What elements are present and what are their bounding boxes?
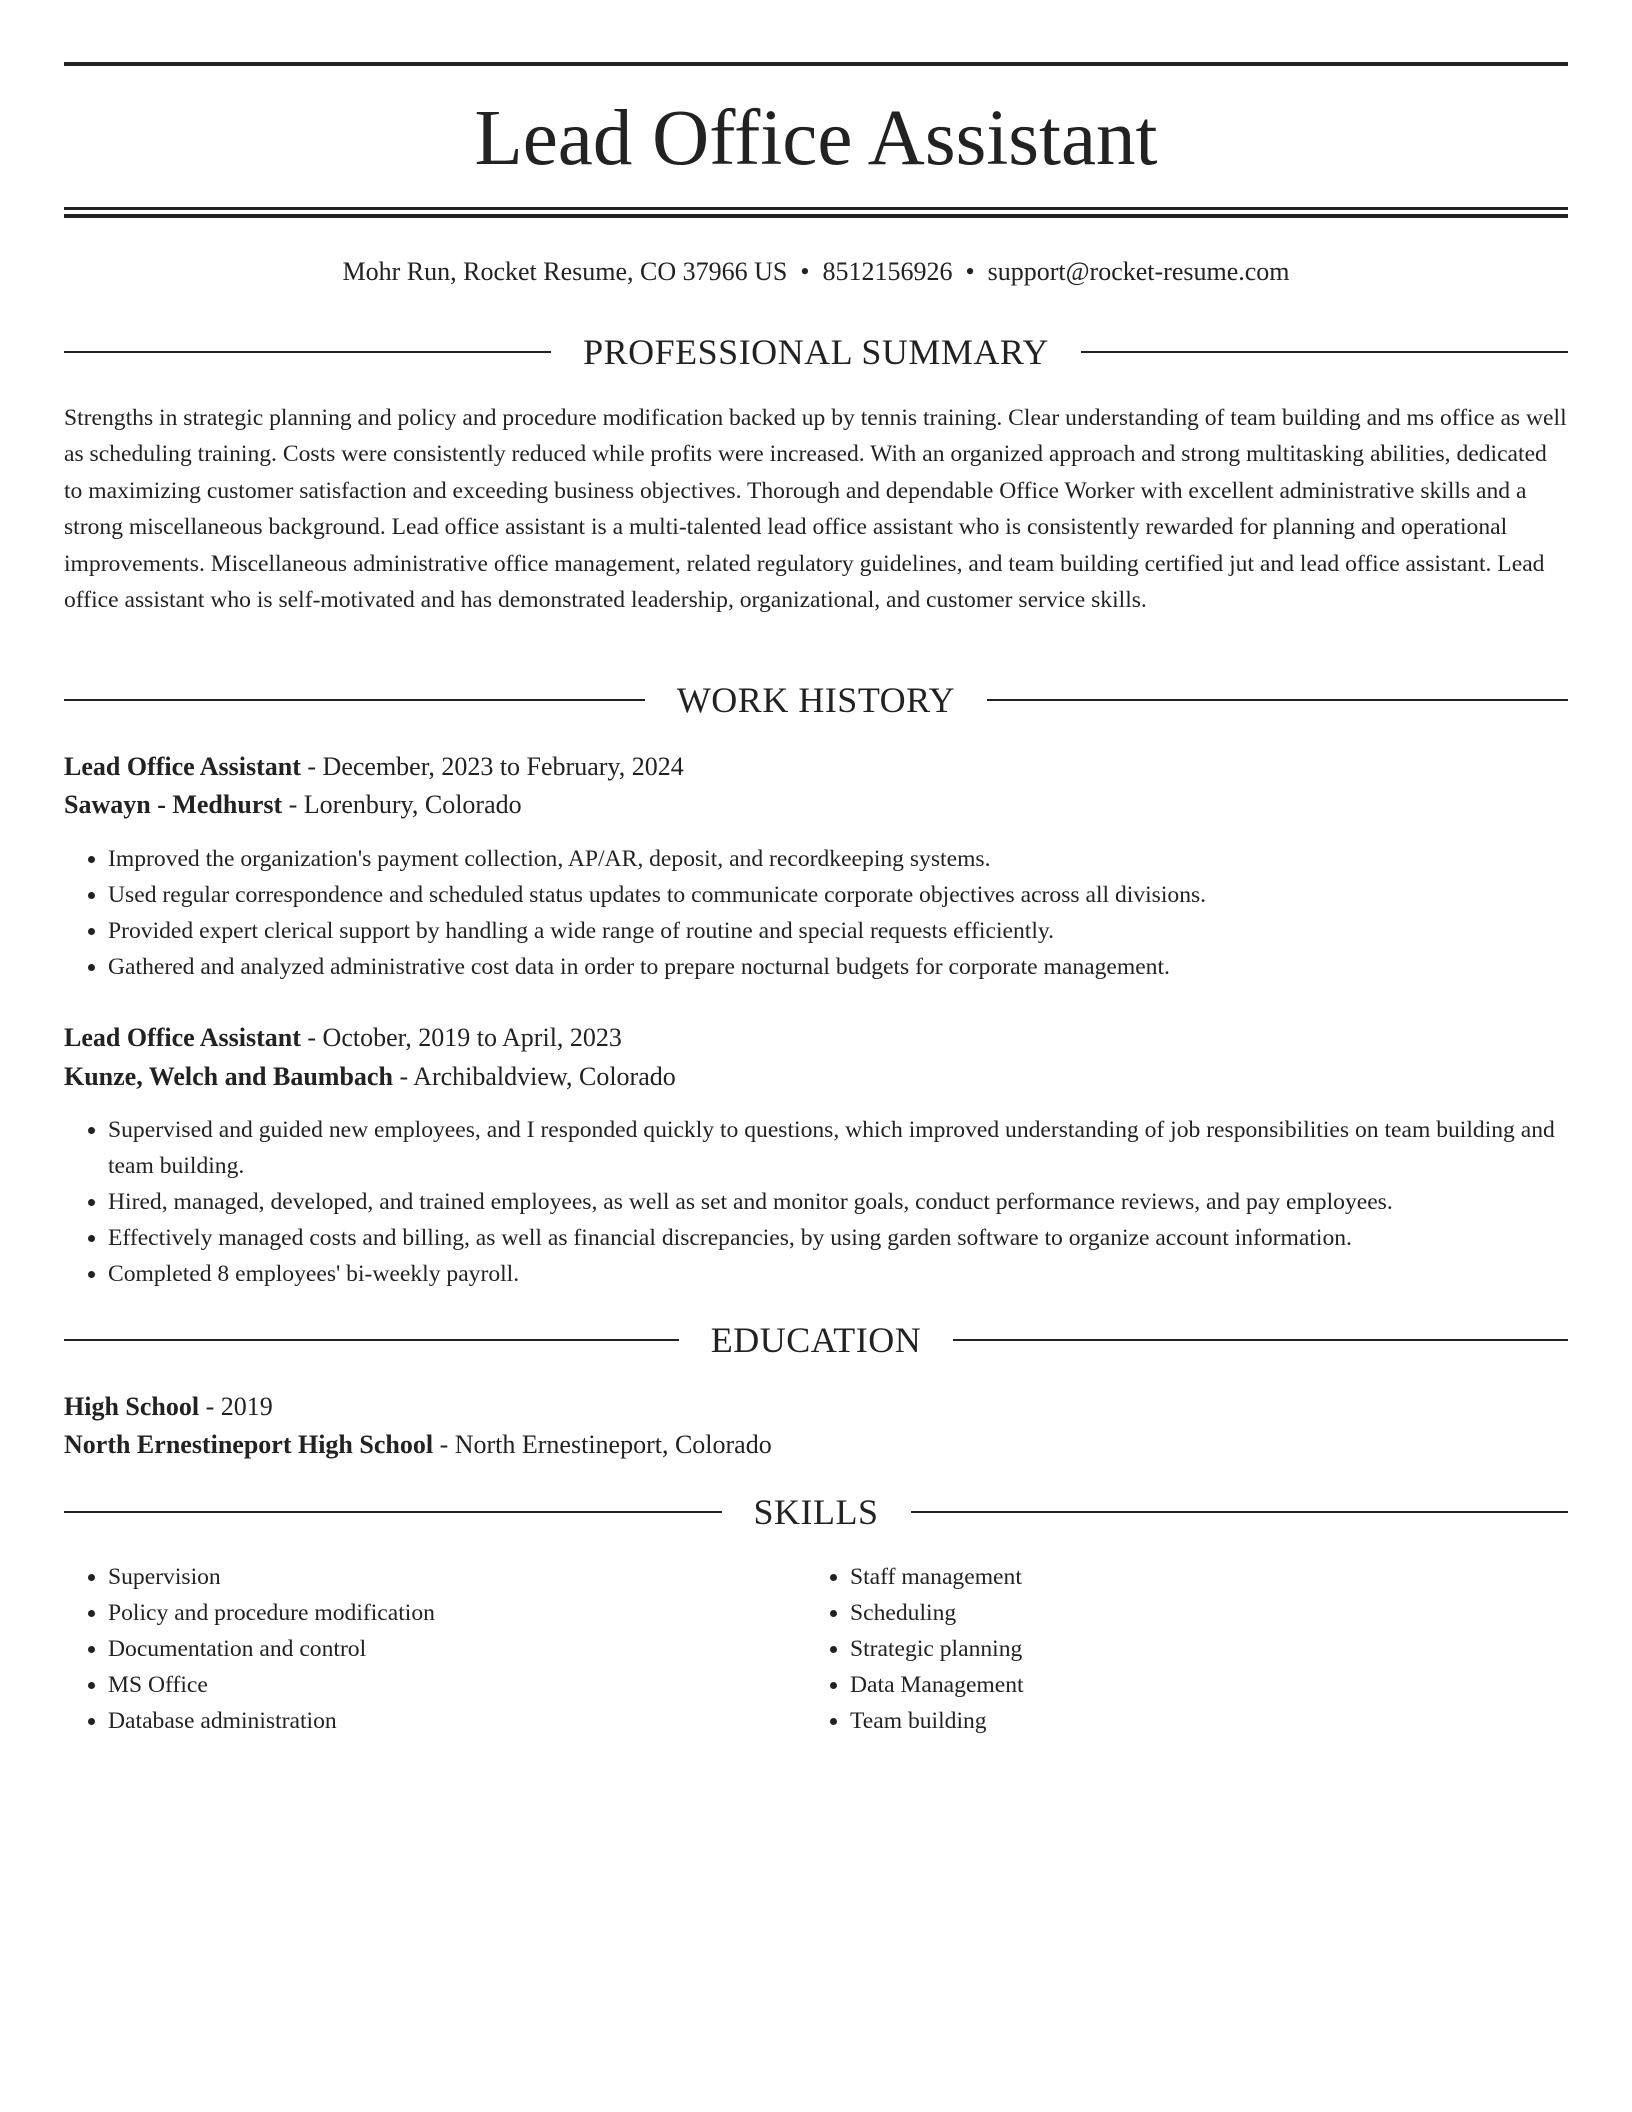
contact-separator: • [965,257,975,286]
job-location: - Lorenbury, Colorado [282,790,522,819]
skills-list-left [64,1559,808,1739]
list-item: • Effectively managed costs and billing, as well as financial discrepancies, by using garden software to organize account information. [108,1220,1568,1256]
heading-rule [1081,351,1568,353]
heading-rule [64,1339,679,1341]
title-rule-lower [64,214,1568,218]
list-item: • Improved the organization's payment collection, AP/AR, deposit, and recordkeeping systems. [108,841,1568,877]
heading-rule [64,1511,722,1513]
education-year: - 2019 [199,1392,273,1421]
contact-address: Mohr Run, Rocket Resume, CO 37966 US [342,257,788,286]
skills-list-right [806,1559,1550,1739]
section-heading-education [64,1316,1568,1364]
skill-item: • Supervision [108,1559,808,1595]
education-degree-line [64,1388,273,1426]
job-dates: - December, 2023 to February, 2024 [300,752,684,781]
heading-rule [953,1339,1568,1341]
section-title: EDUCATION [710,1320,922,1360]
job-title: Lead Office Assistant [64,752,301,781]
education-location: - North Ernestineport, Colorado [433,1430,772,1459]
job-company: Kunze, Welch and Baumbach [64,1062,393,1091]
job-title-line [64,748,684,786]
job-title: Lead Office Assistant [64,1023,301,1052]
heading-rule [64,699,645,701]
skill-item: • Strategic planning [850,1631,1550,1667]
contact-separator: • [800,257,810,286]
job-dates: - October, 2019 to April, 2023 [300,1023,622,1052]
summary-text: Strengths in strategic planning and policy and procedure modification backed up by tennis training. Clear understanding of team building and ms office as well as scheduling training. Costs were consistently reduced while profits were increased. With an organized approach and strong multitasking abilities, dedicated to maximizing customer satisfaction and exceeding business objectives. Thorough and dependable Office Worker with excellent administrative skills and a strong miscellaneous background. Lead office assistant is a multi-talented lead office assistant who is consistently rewarded for planning and operational improvements. Miscellaneous administrative office management, related regulatory guidelines, and team building certified jut and lead office assistant. Lead office assistant who is self-motivated and has demonstrated leadership, organizational, and customer service skills. [64,405,1567,614]
job-bullets [64,1112,1568,1292]
job-location: - Archibaldview, Colorado [392,1062,676,1091]
resume-title: Lead Office Assistant [474,95,1158,182]
list-item: • Gathered and analyzed administrative cost data in order to prepare nocturnal budgets for corporate management. [108,949,1568,985]
contact-email[interactable]: support@rocket-resume.com [987,257,1290,286]
list-item: • Completed 8 employees' bi-weekly payroll. [108,1256,1568,1292]
job-company-line [64,1058,676,1096]
heading-rule [64,351,551,353]
education-school-line [64,1426,772,1464]
title-rule-upper [64,207,1568,210]
section-heading-skills [64,1488,1568,1536]
section-title: WORK HISTORY [676,680,956,720]
job-company: Sawayn - Medhurst [64,790,283,819]
list-item: • Supervised and guided new employees, and I responded quickly to questions, which improved understanding of job responsibilities on team building and team building. [108,1112,1568,1184]
education-school: North Ernestineport High School [64,1430,434,1459]
skill-item: • MS Office [108,1667,808,1703]
job-title-line [64,1019,622,1057]
skill-item: • Database administration [108,1703,808,1739]
skill-item: • Data Management [850,1667,1550,1703]
heading-rule [987,699,1568,701]
contact-phone: 8512156926 [822,257,953,286]
top-rule [64,62,1568,66]
contact-line [64,252,1568,292]
section-heading-work [64,676,1568,724]
list-item: • Provided expert clerical support by handling a wide range of routine and special requests efficiently. [108,913,1568,949]
section-heading-summary [64,328,1568,376]
heading-rule [911,1511,1569,1513]
skill-item: • Policy and procedure modification [108,1595,808,1631]
section-title: PROFESSIONAL SUMMARY [583,332,1049,372]
skill-item: • Staff management [850,1559,1550,1595]
skill-item: • Scheduling [850,1595,1550,1631]
section-title: SKILLS [753,1492,879,1532]
list-item: • Used regular correspondence and scheduled status updates to communicate corporate objectives across all divisions. [108,877,1568,913]
job-company-line [64,786,522,824]
skill-item: • Team building [850,1703,1550,1739]
skill-item: • Documentation and control [108,1631,808,1667]
job-bullets [64,841,1568,985]
education-degree: High School [64,1392,200,1421]
list-item: • Hired, managed, developed, and trained employees, as well as set and monitor goals, conduct performance reviews, and pay employees. [108,1184,1568,1220]
